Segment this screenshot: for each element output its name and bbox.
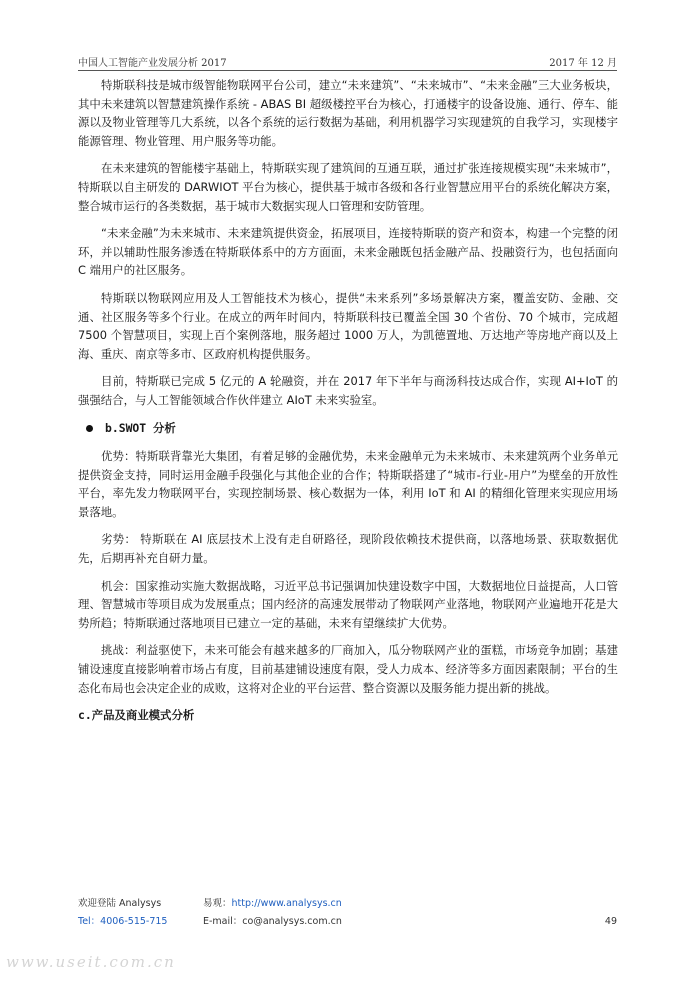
section-title-swot: b.SWOT 分析 [105, 420, 176, 435]
footer-email: E-mail：co@analysys.com.cn [203, 916, 342, 927]
header-date: 2017 年 12 月 [549, 58, 617, 69]
paragraph-future-city: 在未来建筑的智能楼宇基础上，特斯联实现了建筑间的互通互联，通过扩张连接规模实现“未来城市”，特斯联以自主研发的 DARWIOT 平台为核心，提供基于城市各级和各行业智慧应用平台的系统化解决方案，整合城市运行的各类数据，基于城市大数据实现人口管理和安防管理。 [78, 161, 619, 213]
header-divider [78, 70, 617, 71]
paragraph-opportunities: 机会：国家推动实施大数据战略，习近平总书记强调加快建设数字中国，大数据地位日益提高，人口管理、智慧城市等项目成为发展重点；国内经济的高速发展带动了物联网产业落地，物联网产业遍地开花是大势所趋；特斯联通过落地项目已建立一定的基础，未来有望继续扩大优势。 [78, 578, 618, 630]
page-footer [78, 895, 617, 931]
header-title: 中国人工智能产业发展分析 2017 [78, 58, 227, 69]
paragraph-funding: 目前，特斯联已完成 5 亿元的 A 轮融资，并在 2017 年下半年与商汤科技达成合作，实现 AI+IoT 的强强结合，与人工智能领域合作伙伴建立 AIoT 未来实验室。 [78, 374, 618, 407]
watermark: www.useit.com.cn [6, 953, 176, 971]
footer-welcome: 欢迎登陆 Analysys [78, 898, 162, 909]
footer-website-label: 易观： [203, 898, 232, 909]
phone-link[interactable]: Tel：4006-515-715 [78, 916, 168, 927]
paragraph-coverage: 特斯联以物联网应用及人工智能技术为核心，提供“未来系列”多场景解决方案，覆盖安防、金融、交通、社区服务等多个行业。在成立的两年时间内，特斯联科技已覆盖全国 30 个省份、70 个城市，完成超 7500 个智慧项目，实现上百个案例落地，服务超过 1000 万人，为凯德置地、万达地产等房地产商以及上海、重庆、南京等多市、区政府机构提供服务。 [78, 290, 618, 361]
page-number: 49 [604, 916, 617, 927]
footer-website [203, 895, 342, 913]
section-heading-swot [78, 419, 618, 438]
bullet-dot-icon [86, 425, 93, 432]
paragraph-threats: 挑战：利益驱使下，未来可能会有越来越多的厂商加入，瓜分物联网产业的蛋糕，市场竞争加剧；基建铺设速度直接影响着市场占有度，目前基建铺设速度有限，受人力成本、经济等多方面因素限制；平台的生态化布局也会决定企业的成败，这将对企业的平台运营、整合资源以及服务能力提出新的挑战。 [78, 643, 618, 695]
paragraph-strengths: 优势：特斯联背靠光大集团，有着足够的金融优势，未来金融单元为未来城市、未来建筑两个业务单元提供资金支持，同时运用金融手段强化与其他企业的合作；特斯联搭建了“城市-行业-用户”为壁垒的开放性平台，率先发力物联网平台，实现控制场景、核心数据为一体，利用 IoT 和 AI 的精细化管理来实现应用场景落地。 [78, 449, 618, 519]
paragraph-weaknesses: 劣势： 特斯联在 AI 底层技术上没有走自研路径，现阶段依赖技术提供商，以落地场景、获取数据优先，后期再补充自研力量。 [78, 532, 618, 566]
section-heading-business-model: c.产品及商业模式分析 [78, 708, 195, 723]
paragraph-intro: 特斯联科技是城市级智能物联网平台公司，建立“未来建筑”、“未来城市”、“未来金融”三大业务板块，其中未来建筑以智慧建筑操作系统 - ABAS BI 超级楼控平台为核心，打通楼宇的设备设施、通行、停车、能源以及物业管理等几大系统，以各个系统的运行数据为基础，利用机器学习实现建筑的自我学习，实现楼宇能源管理、物业管理、用户服务等功能。 [78, 78, 618, 148]
paragraph-future-finance: “未来金融”为未来城市、未来建筑提供资金，拓展项目，连接特斯联的资产和资本，构建一个完整的闭环，并以辅助性服务渗透在特斯联体系中的方方面面，未来金融既包括金融产品、投融资行为，也包括面向 C 端用户的社区服务。 [78, 226, 618, 278]
website-link[interactable]: http://www.analysys.cn [231, 898, 342, 909]
page-body [78, 76, 618, 735]
